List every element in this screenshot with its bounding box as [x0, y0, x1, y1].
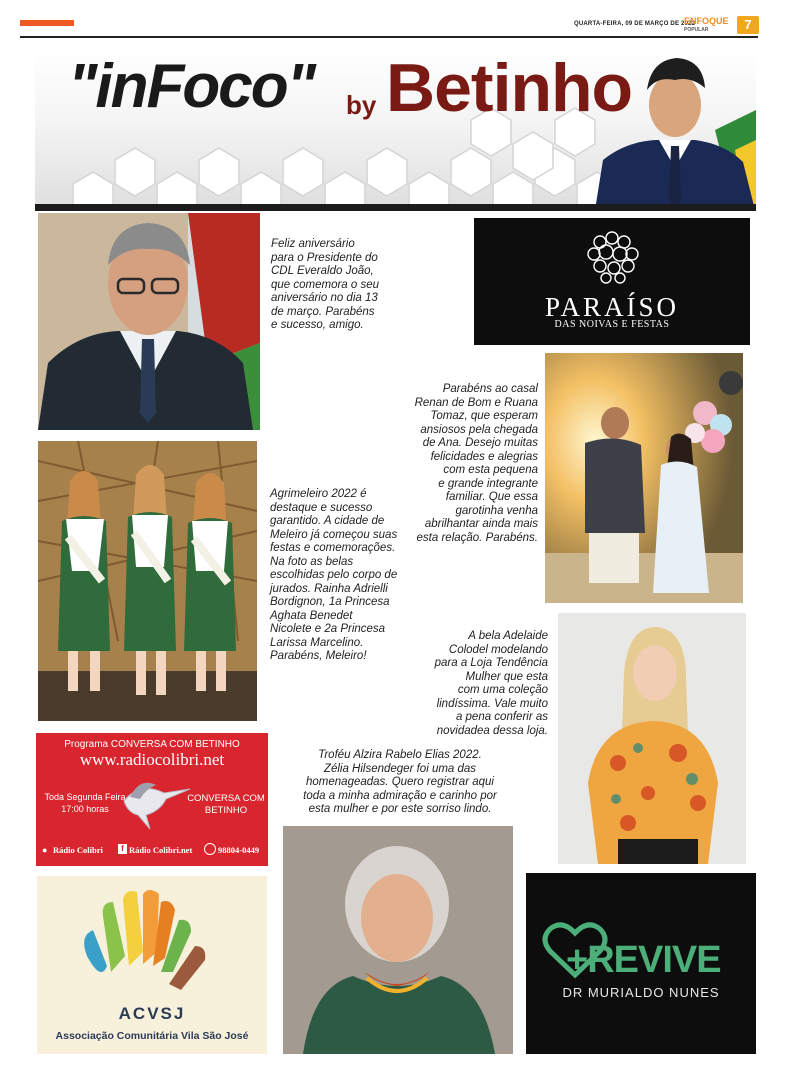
android-icon: ● — [42, 845, 48, 855]
acvsj-name: Associação Comunitária Vila São José — [55, 1030, 249, 1042]
radio-social2[interactable]: Rádio Colibri.net — [129, 845, 193, 855]
newspaper-brand: ENFOQUE — [684, 16, 729, 26]
facebook-icon: f — [118, 844, 127, 854]
paraiso-name: PARAÍSO — [544, 292, 680, 322]
caption-agrimeleiro: Agrimeleiro 2022 é destaque e sucesso garantido. A cidade de Meleiro já começou suas festas e comemorações. Na foto as belas escolhidas pelo corpo de jurados. Rainha Adrielli Bordignon, 1a Princesa Aghata Benedet Nicolete e 2a Princesa Larissa Marcelino. Parabéns, Meleiro! — [270, 488, 398, 662]
caption-couple: Parabéns ao casal Renan de Bom e Ruana Tomaz, que esperam ansiosos pela chegada de Ana. Desejo muitas felicidades e alegrias com esta pequena e grande integrante familiar. Que essa garotinha venha abrilhantar ainda mais esta relação. Parabéns. — [414, 383, 538, 544]
revive-brand: +REVIVE — [566, 939, 721, 981]
acvsj-acronym: ACVSJ — [118, 1004, 186, 1023]
photo-zelia — [283, 826, 513, 1054]
radio-url[interactable]: www.radiocolibri.net — [79, 750, 225, 769]
header-divider — [20, 36, 758, 38]
paraiso-subtitle: DAS NOIVAS E FESTAS — [554, 319, 670, 330]
banner-title-infoco: "inFoco" — [68, 52, 314, 121]
ad-radio-colibri — [36, 733, 268, 866]
banner-bottom-bar — [35, 204, 756, 211]
photo-adelaide — [558, 613, 746, 864]
radio-social1[interactable]: Rádio Colibri — [53, 845, 103, 855]
header-accent-bar — [20, 20, 74, 26]
ad-paraiso — [474, 218, 750, 345]
whatsapp-icon — [204, 843, 216, 855]
issue-date: QUARTA-FEIRA, 09 DE MARÇO DE 2022 — [574, 21, 696, 27]
photo-agrimeleiro — [38, 441, 257, 721]
hummingbird-icon — [120, 771, 192, 831]
caption-adelaide: A bela Adelaide Colodel modelando para a Loja Tendência Mulher que esta com uma coleção lindíssima. Vale muito a pena conferir as novidadea dessa loja. — [434, 630, 548, 737]
photo-president — [38, 213, 260, 430]
radio-show-line1: CONVERSA COM — [187, 793, 265, 804]
banner-title-by: by — [346, 90, 377, 120]
caption-zelia: Troféu Alzira Rabelo Elias 2022. Zélia Hilsendeger foi uma das homenageadas. Quero registrar aqui toda a minha admiração e carinho por esta mulher e por este sorriso lindo. — [303, 749, 497, 815]
revive-doctor: DR MURIALDO NUNES — [562, 985, 720, 1000]
hands-logo-icon — [77, 886, 227, 1006]
caption-president: Feliz aniversário para o Presidente do CDL Everaldo João, que comemora o seu aniversário no dia 13 de março. Parabéns e sucesso, amigo. — [271, 238, 380, 331]
radio-schedule-day: Toda Segunda Feira — [44, 792, 126, 802]
page-number: 7 — [737, 16, 759, 34]
radio-show-line2: BETINHO — [204, 805, 248, 816]
radio-program: Programa CONVERSA COM BETINHO — [64, 739, 240, 750]
newspaper-brand-sub: POPULAR — [684, 27, 709, 33]
ad-revive — [526, 873, 756, 1054]
banner-title-betinho: Betinho — [386, 50, 633, 126]
ad-acvsj — [37, 876, 267, 1054]
photo-couple — [545, 353, 743, 603]
radio-phone[interactable]: 98804-0449 — [218, 845, 260, 855]
radio-schedule-time: 17:00 horas — [61, 804, 109, 814]
